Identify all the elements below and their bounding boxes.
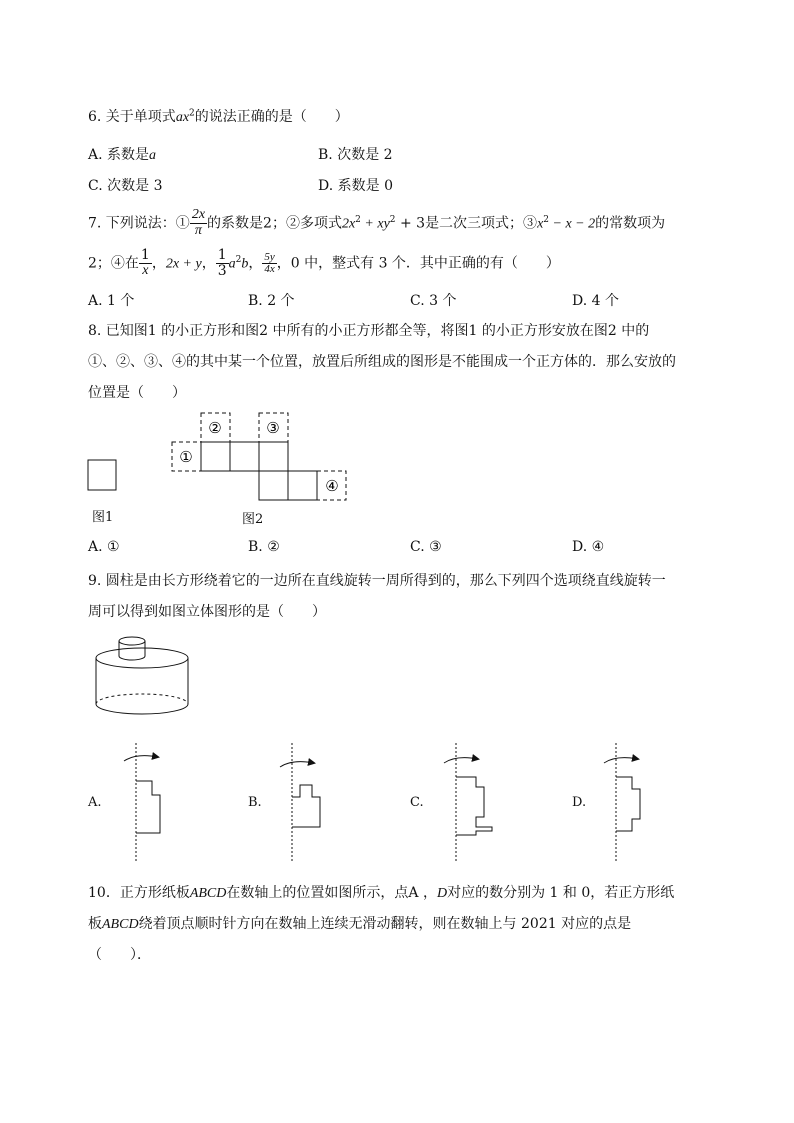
- q7-poly1-c: + 3: [395, 215, 426, 232]
- q7-frac3-num: 1: [217, 247, 227, 264]
- q8-option-d[interactable]: D. ④: [572, 539, 605, 555]
- q8-figures: [0, 405, 794, 535]
- q10-line1: [88, 882, 674, 902]
- q10-line2: [88, 913, 631, 933]
- q7-l1-suffix: 的常数项为: [595, 215, 666, 232]
- q7-frac1-den: π: [194, 223, 202, 239]
- q7-option-a[interactable]: A. 1 个: [88, 293, 135, 309]
- q6-option-b[interactable]: B. 次数是 2: [318, 147, 393, 163]
- q7-frac1-num: 2x: [191, 207, 206, 223]
- q7-poly1-exp: 2: [355, 215, 361, 225]
- q6-stem: [88, 106, 349, 126]
- q9-option-a[interactable]: A.: [88, 795, 102, 810]
- q9-option-c-figure: [444, 743, 492, 861]
- q9-option-d-figure: [604, 743, 640, 861]
- q9-option-figures: [80, 735, 700, 865]
- q6-option-a[interactable]: [88, 144, 156, 164]
- q6-option-d[interactable]: D. 系数是 0: [318, 178, 393, 194]
- q8-fig2-caption: 图2: [242, 512, 264, 527]
- q9-line2: 周可以得到如图立体图形的是（ ）: [88, 604, 326, 620]
- q7-frac2-num: 1: [140, 247, 150, 264]
- q8-line2: ①、②、③、④的其中某一个位置，放置后所组成的图形是不能围成一个正方体的．那么安放的: [88, 354, 676, 370]
- q7-line1: [88, 198, 665, 242]
- q7-fraction-2x-over-pi: [190, 208, 207, 238]
- q8-mark-3: ③: [266, 419, 280, 437]
- q8-fig1-square: [88, 460, 116, 490]
- q7-fraction-1-over-x: [139, 248, 152, 278]
- q7-poly2-exp: 2: [543, 215, 550, 225]
- q7-sep2: ，: [201, 255, 216, 272]
- q7-fraction-5y-over-4x: [262, 252, 276, 276]
- q7-expr2: 2x + y: [165, 256, 202, 272]
- q9-solid-figure: [90, 630, 200, 722]
- q9-option-d[interactable]: D.: [572, 795, 587, 810]
- q7-poly1-b: + xy: [360, 216, 390, 232]
- q6-option-a-label: A. 系数是: [88, 147, 150, 163]
- q7-l1-mid: 的系数是2；②多项式: [207, 215, 342, 232]
- q7-line2: [88, 238, 560, 282]
- q7-sep1: ，: [151, 255, 166, 272]
- q10-l1-a: 10．正方形纸板: [88, 885, 190, 901]
- q8-line3: 位置是（ ）: [88, 385, 186, 401]
- q9-option-b[interactable]: B.: [248, 795, 262, 810]
- q8-option-c[interactable]: C. ③: [410, 539, 442, 555]
- q9-option-c[interactable]: C.: [410, 795, 424, 810]
- q10-l1-c: 对应的数分别为 1 和 0，若正方形纸: [447, 885, 675, 901]
- q8-mark-4: ④: [325, 477, 339, 495]
- q6-option-c[interactable]: C. 次数是 3: [88, 178, 163, 194]
- q6-expr-exp: 2: [189, 108, 195, 119]
- q7-frac3-den: 3: [217, 263, 227, 280]
- q7-poly1-exp2: 2: [389, 215, 396, 225]
- q7-option-c[interactable]: C. 3 个: [410, 293, 457, 309]
- q9-line1: 9. 圆柱是由长方形绕着它的一边所在直线旋转一周所得到的，那么下列四个选项绕直线旋转一: [88, 573, 666, 589]
- q7-sep3: ，: [248, 255, 263, 272]
- q6-expr: ax: [175, 110, 190, 125]
- q7-poly2: x: [537, 216, 544, 232]
- q8-mark-1: ①: [179, 448, 193, 466]
- q7-option-d[interactable]: D. 4 个: [572, 293, 619, 309]
- q10-point-d: D: [436, 886, 448, 901]
- q7-l2-suffix: ，0 中，整式有 3 个．其中正确的有（ ）: [276, 255, 560, 272]
- q7-frac4-num: 5y: [264, 250, 275, 263]
- q10-l2-a: 板: [88, 916, 102, 932]
- q7-frac4-den: 4x: [264, 263, 275, 276]
- q10-l1-b: 在数轴上的位置如图所示，点A ，: [226, 885, 437, 901]
- q7-l1-mid2: 是二次三项式；③: [425, 215, 538, 232]
- q7-frac3-exp: 2: [235, 255, 242, 265]
- q8-option-b[interactable]: B. ②: [248, 539, 280, 555]
- q10-square-name-2: ABCD: [102, 917, 139, 932]
- q6-option-a-math: a: [149, 148, 157, 163]
- q8-line1: 8. 已知图1 的小正方形和图2 中所有的小正方形都全等，将图1 的小正方形安放在图2 中的: [88, 323, 650, 339]
- q7-l2-prefix: 2；④在: [88, 255, 139, 272]
- q9-option-b-figure: [280, 743, 320, 861]
- q7-poly1: 2x: [341, 216, 356, 232]
- q10-square-name: ABCD: [189, 886, 227, 901]
- q9-option-a-figure: [124, 743, 160, 861]
- q7-l1-prefix: 7. 下列说法：①: [88, 215, 190, 232]
- q10-line3: （ ）．: [88, 947, 151, 963]
- q8-mark-2: ②: [208, 419, 222, 437]
- q7-frac3-tail2: b: [241, 256, 249, 272]
- q7-poly2-b: − x − 2: [549, 216, 596, 232]
- q8-fig1-caption: 图1: [92, 510, 114, 525]
- q7-frac2-den: x: [142, 263, 149, 279]
- q8-fig2-net: [201, 442, 317, 500]
- q8-option-a[interactable]: A. ①: [88, 539, 120, 555]
- q7-fraction-1-over-3: [216, 248, 229, 278]
- q6-stem-suffix: 的说法正确的是（ ）: [194, 109, 349, 125]
- q10-l2-b: 绕着顶点顺时针方向在数轴上连续无滑动翻转，则在数轴上与 2021 对应的点是: [138, 916, 632, 932]
- q6-stem-prefix: 6. 关于单项式: [88, 109, 176, 125]
- q7-option-b[interactable]: B. 2 个: [248, 293, 295, 309]
- q7-frac3-tail: a: [228, 256, 236, 272]
